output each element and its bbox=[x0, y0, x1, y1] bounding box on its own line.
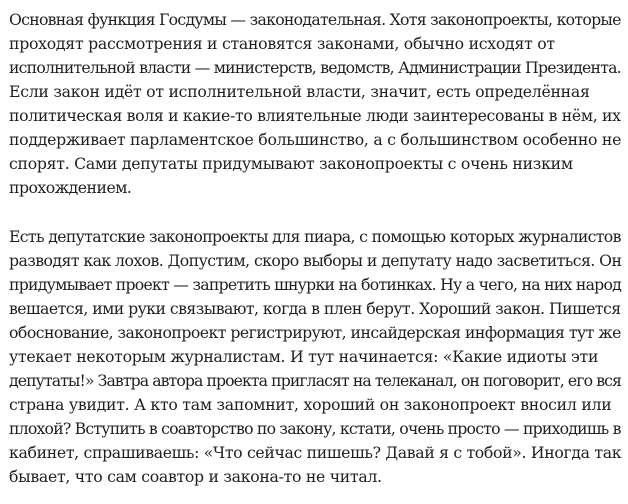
text-line: спорят. Сами депутаты придумывают законопроекты с очень низким bbox=[9, 154, 573, 173]
text-line: обоснование, законопроект регистрируют, инсайдерская информация тут же bbox=[9, 323, 621, 342]
text-line: Есть депутатские законопроекты для пиара, с помощью которых журналистов bbox=[9, 227, 621, 246]
paragraph-2 bbox=[9, 225, 625, 489]
text-line: придумывает проект — запретить шнурки на ботинках. Ну а чего, на них народ bbox=[9, 275, 622, 294]
text-line: исполнительной власти — министерств, ведомств, Администрации Президента. bbox=[9, 58, 621, 77]
text-line: Если закон идёт от исполнительной власти, значит, есть определённая bbox=[9, 82, 590, 101]
text-line: поддерживает парламентское большинство, а с большинством особенно не bbox=[9, 130, 622, 149]
text-line: разводят как лохов. Допустим, скоро выборы и депутату надо засветиться. Он bbox=[9, 251, 622, 270]
text-line: утекает некоторым журналистам. И тут начинается: «Какие идиоты эти bbox=[9, 347, 599, 366]
text-line: кабинет, спрашиваешь: «Что сейчас пишешь? Давай я с тобой». Иногда так bbox=[9, 443, 622, 462]
text-line: бывает, что сам соавтор и закона-то не читал. bbox=[9, 467, 382, 486]
text-line: страна увидит. А кто там запомнит, хороший он законопроект вносил или bbox=[9, 395, 612, 414]
text-line: Основная функция Госдумы — законодательная. Хотя законопроекты, которые bbox=[9, 10, 621, 29]
text-line: депутаты!» Завтра автора проекта пригласят на телеканал, он поговорит, его вся bbox=[9, 371, 621, 390]
text-line: проходят рассмотрения и становятся законами, обычно исходят от bbox=[9, 34, 555, 53]
text-line: плохой? Вступить в соавторство по закону, кстати, очень просто — приходишь в bbox=[9, 419, 621, 438]
text-line: вешается, ими руки связывают, когда в плен берут. Хороший закон. Пишется bbox=[9, 299, 621, 318]
text-line: политическая воля и какие-то влиятельные люди заинтересованы в нём, их bbox=[9, 106, 621, 125]
text-line: прохождением. bbox=[9, 178, 132, 197]
paragraph-1 bbox=[9, 8, 625, 200]
